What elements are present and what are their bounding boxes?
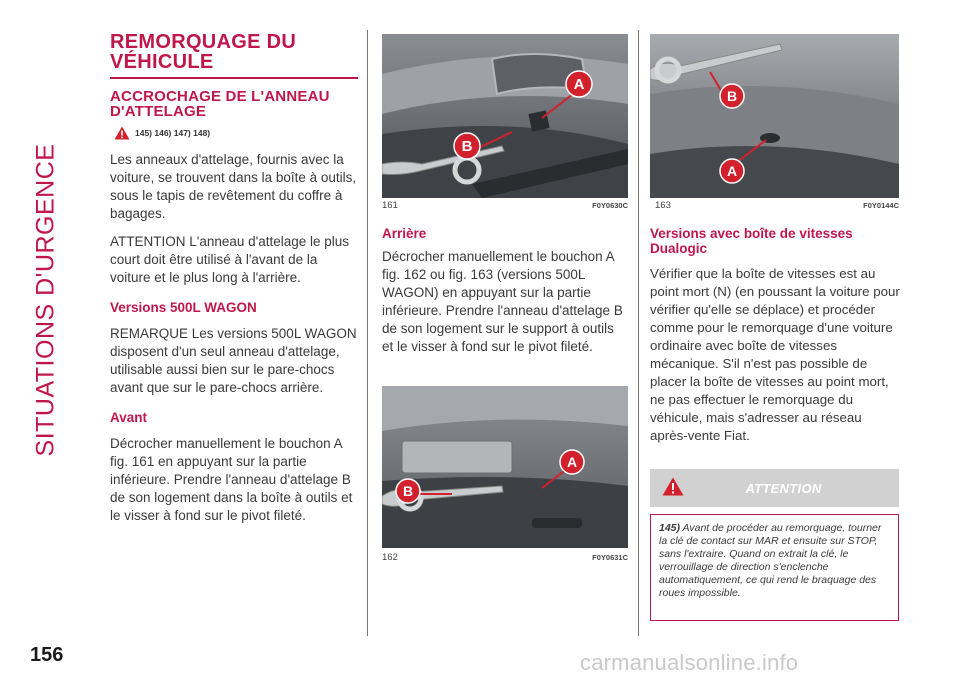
figure-161-label-a: A xyxy=(573,76,585,93)
paragraph-wagon-note: REMARQUE Les versions 500L WAGON disposent d'un seul anneau d'attelage, utilisable aussi bien sur le pare-chocs avant que sur le pare-chocs arrière. xyxy=(110,326,357,395)
column-1 xyxy=(110,32,358,525)
figure-162-label-a: A xyxy=(566,454,578,470)
heading-wagon: Versions 500L WAGON xyxy=(110,300,257,315)
attention-header xyxy=(650,469,899,507)
warning-reference-numbers: 145) 146) 147) 148) xyxy=(135,128,211,138)
subsection-title: ACCROCHAGE DE L'ANNEAU D'ATTELAGE xyxy=(110,88,330,120)
figure-161-front-bumper xyxy=(382,34,628,198)
warning-references xyxy=(110,125,358,141)
figure-163-label-a: A xyxy=(726,163,738,179)
figure-161-label-b: B xyxy=(461,138,473,155)
heading-arriere: Arrière xyxy=(382,226,427,241)
figure-162-illustration xyxy=(382,386,628,548)
figure-162-number: 162 xyxy=(382,552,398,563)
column-3 xyxy=(650,226,900,445)
figure-163-rear-bumper-wagon xyxy=(650,34,899,198)
page-number: 156 xyxy=(30,644,64,666)
attention-text: Avant de procéder au remorquage, tourner la clé de contact sur MAR et ensuite sur STOP, sans l'extraire. Quand on extrait la clé, le verrouillage de direction s'enclenche automatiquement, ce qui rend le braquage des roues impossible. xyxy=(659,522,882,599)
paragraph-rings-location: Les anneaux d'attelage, fournis avec la voiture, se trouvent dans la boîte à outils, sous le tapis de revêtement du coffre à bagages. xyxy=(110,152,357,221)
attention-title: ATTENTION xyxy=(745,481,822,496)
figure-162-code: F0Y0631C xyxy=(592,553,628,562)
figure-162-label-b: B xyxy=(402,483,414,499)
warning-triangle-icon xyxy=(114,126,130,140)
column-divider-2 xyxy=(638,30,639,636)
heading-dualogic: Versions avec boîte de vitesses Dualogic xyxy=(650,226,853,256)
figure-163-number: 163 xyxy=(655,200,671,211)
figure-161-code: F0Y0630C xyxy=(592,201,628,210)
section-title: REMORQUAGE DU VÉHICULE xyxy=(110,32,358,79)
heading-avant: Avant xyxy=(110,410,148,425)
paragraph-arriere: Décrocher manuellement le bouchon A fig. 162 ou fig. 163 (versions 500L WAGON) en appuyant sur la partie inférieure. Prendre l'anneau d'attelage B de son logement sur le support à outils et le visser à fond sur le pivot fileté. xyxy=(382,249,623,354)
attention-reference: 145) xyxy=(659,522,681,534)
figure-163-label-b: B xyxy=(726,88,738,104)
watermark: carmanualsonline.info xyxy=(580,650,799,675)
figure-161-illustration xyxy=(382,34,628,198)
side-title-text: SITUATIONS D'URGENCE xyxy=(31,143,60,457)
column-divider-1 xyxy=(367,30,368,636)
figure-163-illustration xyxy=(650,34,899,198)
paragraph-dualogic: Vérifier que la boîte de vitesses est au point mort (N) (en poussant la voiture pour vérifier qu'elle se déplace) et procéder comme pour le remorquage d'une voiture ordinaire avec boîte de vitesses mécanique. S'il n'est pas possible de placer la boîte de vitesses au point mort, ne pas effectuer le remorquage du véhicule, mais s'adresser au réseau après-vente Fiat. xyxy=(650,266,900,443)
figure-161-caption xyxy=(382,200,628,211)
figure-163-code: F0Y0144C xyxy=(863,201,899,210)
figure-163-caption xyxy=(655,200,899,211)
attention-body xyxy=(650,514,899,621)
figure-162-rear-bumper xyxy=(382,386,628,548)
figure-161-number: 161 xyxy=(382,200,398,211)
paragraph-avant: Décrocher manuellement le bouchon A fig. 161 en appuyant sur la partie inférieure. Prendre l'anneau d'attelage B de son logement dans la boîte à outils et le visser à fond sur le pivot fileté. xyxy=(110,436,353,523)
figure-162-caption xyxy=(382,552,628,563)
column-2 xyxy=(382,226,628,356)
paragraph-attention-ring-length: ATTENTION L'anneau d'attelage le plus court doit être utilisé à l'avant de la voiture et le plus long à l'arrière. xyxy=(110,234,350,285)
